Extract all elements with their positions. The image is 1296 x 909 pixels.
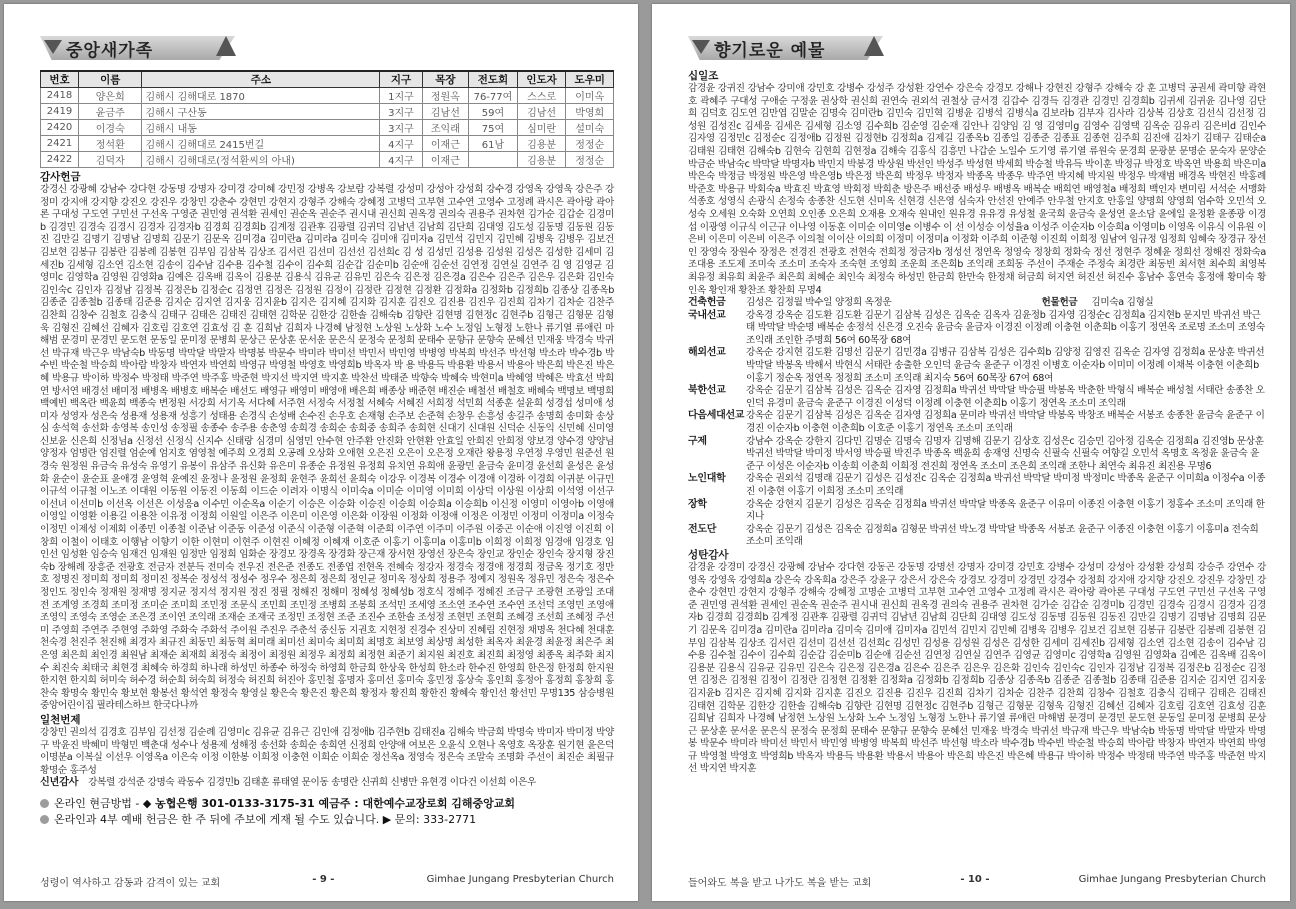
cell-helper: 정정순: [566, 136, 614, 152]
thanks-offering-names: 강경신 강광혜 강남수 강다현 강동명 강명자 강미경 강미혜 강민정 강병옥 강보람 강복렬 강성미 강성아 강성희 강수경 강영옥 강영욱 강은주 강정미 강지애 강지향 강진오 강진우 강창민 강춘수 강현민 강현지 강형주 강해숙 강혜정 고병덕 고부현 고수연 고영수 고정례 곽시은 곽아랑 곽아론 구대성 구도연 구민선 구선옥 구영준 권민영 권석환 권세인 권순옥 권순주 권시내 권신희 권옥경 권의숙 권용주 권차현 김가순 김갑순 김경미b 김경민 김경숙 김경시 김경자 김경자b 김경희 김경희b 김계정 김관후 김광렬 김귀덕 김남년 김남희 김단희 김대영 김도성 김동명 김동원 김동진 김만길 김명기 김명남 김명희 김문기 김문옥 김미경a 김미란a 김미라a 김미숙 김미애 김미자a 김민석 김민지 김민혜 김병욱 김병우 김보건 김보현 김봉규 김봉란 김봉례 김봉현 김부임 김삼복 김상조 김서린 김선미 김선선 김선희c 김 성 김성민 김성용 김성원 김성은 김성한 김세미 김세진b 김세형 김소연 김소현 김송이 김수남 김수용 김수철 김수이 김수희 김순갑 김순미b 김순애 김순선 김연정 김연실 김연주 김 영 김영균 김영미c 김영학a 김영원 김영화a 김예은 김옥배 김옥이 김용분 김용식 김유균 김유민 김은숙 김은정 김은경a 김은수 김은주 김은우 김은화 김인숙 김인숙c 김인자 김정남 김정복 김정은b 김정순c 김정연 김정은 김정원 김정이 김정란 김정현 김정환 김정화a 김정화b 김정희b 김종상 김종옥b 김종준 김종철b 김종태 김준용 김지순 김지연 김지웅 김지윤b 김지은 김지혜 김지화 김지훈 김진오 김진용 김진우 김진희 김차기 김차순 김찬주 김찬희 김창수 김철호 김충식 김태구 김태은 김태진 김태현 김학문 김한강 김한솔 김해숙b 김향란 김현명 김현정c 김현주b 김형근 김형문 김형욱 김형진 김혜선 김혜자 김호림 김호연 김효성 김 훈 김희남 김희자 나경혜 남정현 노상원 노상화 노수 노정임 노형정 노한나 류기열 류애린 마해범 문경미 문경민 문도현 문동일 문미정 문병희 문상근 문상훈 문서운 문은식 문정숙 문정희 문태수 문향규 문향숙 문혜선 민재웅 박경숙 박귀선 박규재 박근우 박남숙b 박동명 박막달 박말자 박명봉 박문수 박미라 박미선 박민서 박민영 박병영 박복희 박선주 박선형 박소라 박수경b 박수빈 박순철 박승희 박아람 박창자 박연자 박연희 박영규 박영철 박영호 박영희b 박옥자 박 용 박용득 박용환 박용서 박용아 박은희 박은진 박은혜 박용규 박이하 박정수 박정태 박주연 박주홍 박준현 박지선 박지연 박지훈 박찬선 박태준 박향숙 박혜숙 박현미a 박혜영 박혜은 박효선 박희연 방서연 배경선 배미정 배병옥 배병호 배복순 배선도 배영규 배영미 배영애 배은희 배종상 배준현 배진순 배철선 배철호 배혜숙 백명보 백명희 백예빈 백옥란 백윤희 백종숙 변정원 서강희 서기옥 서다혜 서주현 서정숙 서정철 서혜숙 서혜진 서희정 석민희 석종훈 설윤희 성경섭 성미애 성미자 성영자 성은숙 성용재 성용재 성흥기 성태용 손경식 손성배 손수진 손우호 손재형 손주보 손준혁 손창우 손흥성 송길주 송명희 송미화 송상심 송석혁 송선화 송영복 송인성 송정필 송종수 송주용 송춘영 송희경 송희순 송희중 송희주 송희현 신대기 신대원 신덕순 신동익 신민혜 신미영 신보윤 신은희 신정님a 신정선 신정식 신지수 신태랑 심경미 심영민 안수현 안주환 안진화 안현환 안효일 안희진 안희정 양보경 양수경 양양님 양정자 엄명란 엄진렬 엄순예 엄지호 염영철 예주희 오경희 오공례 오상화 오애현 오은진 오은이 오은정 오재란 왕용정 우연정 우영민 원준선 원경숙 원정원 유금숙 유성숙 유영기 유봉이 유삼주 유신화 유은미 유종순 유정원 유정희 유치연 유희애 윤광민 윤금숙 윤미경 윤선희 윤성은 윤성화 윤순이 윤순표 윤애경 윤영혁 윤예진 윤정나 윤정원 윤정희 윤현주 윤희선 윤희숙 이강우 이경복 이경수 이경애 이경하 이경희 이귀분 이규민 이규석 이규철 이노조 이대원 이동원 이동진 이동희 이드순 이려자 이명식 이미숙a 이미순 이미영 이미희 이상덕 이상원 이상희 이석영 이선구 이선녀 이선미b 이선옥 이선은 이성응a 이수민 이순옥a 이순기 이승은 이승화 이승진 이승희 이승희a 이승희b 이신정 이영미 이영아b 이영애 이영일 이영환 이용길 이용찬 이유정 이정희 이원일 이은주 이은미 이은영 이은화 이장원 이정화 이정애 이정은 이정민 이정미 이정미a 이정숙 이정민 이제성 이제회 이종민 이종철 이준남 이준동 이준성 이준식 이준형 이준혁 이준희 이주연 이주미 이주원 이중곤 이순애 이진영 이진희 이창희 이철이 이태호 이행남 이향기 이한 이현미 이현주 이현진 이혜정 이혜재 이호준 이홍기 이홍미a 이홍미b 이희정 이희정 임경애 임경호 임인선 임성환 임승숙 임재건 임재원 임정만 임정희 임화순 장경모 장경옥 장경화 장근재 장서현 장영선 장은숙 장인교 장인순 장인숙 장지형 장진숙b 장해례 장흥준 전광호 전금자 전분득 전미숙 전우진 전은준 전종도 전종엽 전현옥 전혜숙 정강자 정경숙 정경애 정경희 정금옥 정기호 정만호 정명진 정미희 정미희 정미진 정복순 정성석 정성수 정우수 정은희 정은희 정인균 정미옥 정상희 정용주 정예지 정원옥 정유민 정은숙 정은수 정인도 정인숙 정재원 정재명 정지균 정지석 정지원 정진 정필 정해진 정해미 정혜성 정혜성b 정호식 정혜주 정혜진 조금구 조광현 조광일 조대전 조계영 조경희 조미정 조미순 조미희 조민정 조문식 조민희 조민정 조병희 조봉희 조석민 조세영 조소연 조수연 조수연 조선덕 조영민 조영애 조영익 조영숙 조영순 조은경 조이연 조익래 조재순 조재국 조정민 조정현 조준 조진수 조한솔 조성정 조현민 조현희 조혜경 조선희 조혜정 주선미 주영희 주연주 주현영 주화영 주화숙 주화석 주이원 주진우 주춘석 중신동 지권호 지현정 진경수 진상미 진혜림 진현정 채명옥 천다혜 천대훈 천숙경 천진주 천진해 최경자 최규진 최동민 최동혁 최미래 최미선 최미숙 최미희 최명호 최보영 최상명 최성한 최옥자 최윤경 최윤정 최은주 최은영 최은희 최인경 최원남 최재순 최재희 최정숙 최정이 최정원 최정우 최정희 최정현 최준기 최지원 최진호 최진희 최정영 최종옥 최주화 최지수 최진숙 최태국 최현경 최혜숙 하경희 하나래 하성민 하종수 하정숙 하영희 한금희 한상욱 한성희 한소라 한수진 한영희 한은정 한정희 한지원 한지현 한지희 허미숙 허수경 허순희 허숙희 허정숙 허진희 허진아 홍민철 홍명자 홍미선 홍미숙 홍민정 홍상숙 홍인희 홍정아 홍정희 홍창희 홍찬숙 황명숙 황민숙 황보현 황봉선 황석연 황정숙 황영실 황은숙 황은진 황은희 황정자 황진희 황한진 황혜숙 황인선 황선민 무명135 삼승병원 중앙어린이집 필라테스하브 한국다나까: [40, 184, 614, 712]
offering-row: [688, 410, 1266, 435]
banner-triangle-left-icon: [44, 40, 62, 54]
building-offering-names: 김성은 김정월 박수일 양정희 옥정운: [746, 297, 892, 309]
offering-row: [688, 347, 1266, 385]
section-title: 중앙새가족: [66, 41, 154, 61]
offering-row-heading: 노인대학: [688, 473, 726, 485]
cell-mission: 61남: [469, 136, 518, 152]
banner-triangle-right-icon: [216, 36, 236, 56]
offering-row-names: 강옥경 강옥순 김도환 김도환 김문기 김삼복 김성은 김옥순 김옥자 김윤정b 김자영 김정순c 김정희a 김지현b 문지민 박귀선 박근태 박막달 박순명 배복순 송정석 신은경 오진숙 윤금숙 윤금자 이경진 이정례 이충현 이춘희b 이홍기 정연옥 조로명 조소미 조영숙 조익래 조인한 주명희 56여 60목장 68여: [746, 309, 1265, 346]
footer-slogan: 성령이 역사하고 감동과 감격이 있는 교회: [40, 878, 221, 889]
cell-name: 양은희: [79, 88, 142, 104]
offering-row: [688, 436, 1266, 474]
bank-account-info: ◆ 농협은행 301-0133-3175-31 예금주 : 대한예수교장로회 김해중앙교회: [142, 796, 516, 810]
offering-row: [688, 499, 1266, 524]
cell-guide: 김용분: [517, 136, 566, 152]
section-banner: [40, 34, 614, 62]
col-helper: 도우미: [566, 71, 614, 88]
offering-row-heading: 해외선교: [688, 347, 726, 359]
new-members-table: [40, 70, 614, 168]
col-name: 이름: [79, 71, 142, 88]
bulletin-page-left: [4, 4, 638, 901]
flower-offering-heading: 헌물헌금: [1041, 297, 1078, 309]
delay-notice: [40, 812, 614, 828]
building-offering-row: [688, 297, 1266, 310]
offering-row-heading: 구제: [688, 435, 707, 447]
banner-triangle-right-icon: [864, 36, 884, 56]
cell-helper: 박영희: [566, 104, 614, 120]
cell-address: 김해시 김해대로(정석환씨의 아내): [142, 152, 380, 168]
cell-mission: 76-77여: [469, 88, 518, 104]
daily-offering-heading: 일천번제: [40, 713, 81, 726]
cell-group: 이재근: [422, 136, 469, 152]
page-content: [688, 34, 1266, 873]
table-row: [41, 136, 614, 152]
page-footer: [40, 874, 614, 889]
table-row: [41, 104, 614, 120]
cell-guide: 스스로: [517, 88, 566, 104]
delay-notice-text: 온라인과 4부 예배 헌금은 한 주 뒤에 주보에 게재 될 수도 있습니다. ▶ 문의: 333-2771: [54, 812, 477, 826]
cell-mission: [469, 152, 518, 168]
cell-helper: 정정순: [566, 152, 614, 168]
cell-address: 김해시 김해대로 2415번길: [142, 136, 380, 152]
col-guide: 인도자: [517, 71, 566, 88]
cell-name: 정석환: [79, 136, 142, 152]
tithe-heading: 십일조: [688, 70, 719, 82]
page-footer: [688, 874, 1266, 889]
cell-helper: 설미숙: [566, 120, 614, 136]
cell-address: 김해시 김해대로 1870: [142, 88, 380, 104]
new-year-thanks-heading: 신년감사: [40, 777, 79, 789]
new-year-thanks-row: [40, 777, 614, 790]
offering-row-names: 강남수 강옥순 강한지 김다민 김명순 김명숙 김명자 김명해 김문기 김상호 김성은c 김승민 김아정 김옥순 김정희a 김진영b 문상훈 박귀선 박막달 박미정 박서영 박승필 박진주 박종옥 백윤희 송재영 신명숙 신필숙 신필숙 여향길 오민석 옥명호 옥정윤 윤금숙 윤준구 이성은 이순자b 이송희 이춘희 이희정 전진희 정연옥 조소미 조은희 조익래 조한나 최연숙 최유진 최진용 무명6: [746, 435, 1264, 472]
offering-row: [688, 473, 1266, 498]
cell-district: 3지구: [380, 120, 422, 136]
cell-number: 2419: [41, 104, 79, 120]
table-row: [41, 120, 614, 136]
tithe-names: 감경윤 강귀진 강남수 강미애 강민호 강병수 강성주 강성환 강연수 강은숙 강경모 강해나 강현진 강형주 강해숙 강 훈 고병덕 공권세 곽미향 곽현호 곽혜주 구대성 구애순 구정윤 권상학 권신희 권연숙 권외석 권철상 금서경 김갑수 김경득 김경관 김경민 김경희b 김귀세 김귀윤 김나영 김단희 김덕호 김도연 김만엽 김말순 김명숙 김미란b 김민숙 김민혁 김병윤 김병석 김병식a 김보라b 김부자 김사라 김상복 김상호 김선식 김선정 김성원 김성진c 김세응 김세은 김세형 김소영 김수희b 김순영 김순재 김안나 김양임 김 영 김영미g 김영수 김영택 김옥순 김유리 김은비d 김인수 김자영 김정민c 김정순c 김정애b 김정원 김정현b 김정희a 김제길 김종옥b 김종일 김종준 김종표 김종현 김주희 김진애 김차기 김태구 김태순a 김태원 김태현 김해숙b 김현숙 김현희 김현정a 김해숙 김홍식 김흥민 나갑순 노일수 도기영 류기열 류원숙 문경희 문광분 문명순 문숙자 문양순 박금순 박남숙c 박막달 박명자b 박민지 박봉경 박상원 박선인 박성주 박성현 박세희 박승철 박유득 박이훈 박정규 박정호 박옥연 박용희 박은미a 박은숙 박정금 박정원 박은영 박은영b 박은정 박은희 박정우 박정자 박종옥 박종우 박주연 박지혜 박지원 박정우 박재범 배경옥 박현진 박홍례 박준호 박용규 박회숙a 박효진 박효영 박회정 박희춘 방은주 배선중 배성우 배병옥 배복순 배희연 배영철a 배정희 백인자 변미림 서석순 서맹화 석종호 성영식 손광식 손정숙 송종찬 신도현 신미옥 신현경 신은영 심숙자 안선진 안예주 안우철 안지호 안홍일 양명희 양영희 엄수학 오민석 오성숙 오세원 오숙화 오연희 오인종 오은희 오재용 오재숙 원내인 원유경 유유경 유성철 윤국희 윤금숙 윤성연 윤소담 윤에일 윤정환 윤종광 이경섭 이광영 이규식 이근규 이나영 이동훈 이미순 이미영e 이병수 이 선 이성승 이성율a 이성주 이순자b 이승희a 이영미b 이영옥 이유식 이유원 이은비 이은미 이은비 이은주 이의철 이이산 이의희 이정미 이정미a 이정화 이주희 이준형 이진희 이희정 임남여 임규정 임정희 임혜숙 장경규 장선인 장영숙 장원수 장정은 전경진 전광호 전현숙 전희정 정금자b 정성선 정연옥 정영숙 정창희 정화숙 정선 정현주 정혜윤 정희선 정해진 정화숙a 조대용 조도제 조미숙 조소미 조숙자 조숙현 조영희 조운희 조은희b 조익래 조희동 주선이 주재순 주정숙 최경란 최동빈 최서현 최수희 최영복 최유정 최유희 최윤주 최은희 최혜순 최인숙 최정숙 하성민 한금희 한만숙 한정채 허금희 허지연 허진선 허진수 홍남수 홍연숙 홍정애 황미숙 황인옥 황인재 황찬조 황찬희 무명4: [688, 83, 1266, 296]
christmas-thanks-names: 감경윤 강경미 강경신 강광혜 강남수 강다현 강동곤 강동명 강명선 강명자 강미경 강민호 강병수 강성미 강성아 강성환 강성희 강승주 강연수 강영옥 강영욱 강영희a 강은숙 강옥희a 강은주 강윤구 강은서 강은숙 강경모 강경미 강경민 강경수 강정희 강지애 강지향 강진오 강진우 강창민 강춘수 강현민 강현지 강형주 강해숙 강혜정 고명순 고병덕 고부현 고수연 고영수 고정례 곽시은 곽아랑 곽아론 구대성 구도연 구민선 구선옥 구영준 권민영 권석환 권세인 권순옥 권순주 권시내 권신희 권옥경 권의숙 권용주 권차현 김가순 김갑순 김경미b 김경민 김경숙 김경시 김경자 김경자b 김경희 김경희b 김계정 김관후 김광렬 김귀덕 김남년 김남희 김단희 김대영 김도성 김동명 김동원 김동진 김만길 김명기 김명남 김명희 김문기 김문옥 김미경a 김미란a 김미라a 김미숙 김미애 김미자a 김민석 김민지 김민혜 김병욱 김병우 김보건 김보현 김봉규 김봉란 김봉례 김봉현 김부임 김삼복 김상조 김서린 김선미 김선선 김선희c 김성민 김성용 김성원 김성은 김성한 김세미 김세진b 김세형 김소연 김소현 김송이 김수남 김수용 김수철 김수이 김수희 김순갑 김순미b 김순애 김순선 김연정 김연실 김연주 김영균 김영미c 김영학a 김영원 김영화a 김예은 김옥배 김옥이 김용분 김용식 김유균 김유민 김은숙 김은정 김은경a 김은수 김은주 김은우 김은화 김인숙 김인숙c 김인자 김정남 김정복 김정은b 김정순c 김정연 김정은 김정원 김정이 김정란 김정현 김정환 김정화a 김정화b 김정희b 김종상 김종옥b 김종준 김종철b 김종태 김준용 김지순 김지연 김지웅 김지윤b 김지은 김지혜 김지화 김지훈 김진오 김진용 김진우 김진희 김차기 김차순 김찬주 김찬희 김창수 김철호 김충식 김태구 김태은 김태진 김태현 김학문 김한강 김한솔 김해숙b 김향란 김현명 김현정c 김현주b 김형근 김형문 김형욱 김형진 김혜선 김혜자 김호림 김호연 김효성 김훈 김희남 김희자 나경혜 남정현 노상원 노상화 노수 노정임 노형정 노한나 류기열 류애린 마해범 문경미 문경민 문도현 문동일 문미정 문병희 문상근 문상훈 문서운 문은식 문정숙 문정희 문태수 문향규 문향숙 문혜선 민재웅 박경숙 박귀선 박규재 박근우 박남숙b 박동명 박막달 박말자 박명봉 박문수 박미라 박미선 박민서 박민영 박병영 박복희 박선주 박선형 박소라 박수경b 박수빈 박순철 박승희 박아람 박창자 박연자 박연희 박영규 박영철 박영호 박영희b 박옥자 박용득 박용환 박용서 박용아 박은희 박은진 박은혜 박용규 박이하 박정수 박정태 박주연 박주홍 박준현 박지선 박지연 박지훈: [688, 561, 1266, 775]
offering-row-names: 강옥순 김문기 김삼복 김성은 김옥순 김자영 김정희a 박귀선 박막달 박승필 박봉옥 박춘한 박형식 배복순 배성철 서태란 송종찬 오인덕 유경미 윤금숙 윤준구 이경진 이성덕 이정례 이충현 이춘희b 이홍기 정연옥 조소미 조익래: [746, 385, 1265, 409]
offering-row: [688, 524, 1266, 549]
offering-row-names: 강옥순 강지현 김도환 김명선 김문기 김민경a 김병규 김삼복 김성은 김수희b 김양정 김영진 김옥순 김자영 김정희a 문상훈 박귀선 박막달 박봉옥 박해서 박현식 서태란 송출한 오인덕 윤금숙 윤준구 이경진 이병호 이순자b 이미미 이정례 이채복 이충현 이춘희b 이홍기 정순옥 정연옥 정정희 조소미 조익래 최지숙 56여 60목장 67여 68여: [746, 347, 1265, 384]
online-offering-label: 온라인 현금방법 -: [54, 796, 140, 810]
col-group: 목장: [422, 71, 469, 88]
footer-slogan: 들어와도 복을 받고 나가도 복을 받는 교회: [688, 878, 872, 889]
cell-district: 4지구: [380, 136, 422, 152]
cell-number: 2422: [41, 152, 79, 168]
christmas-thanks-heading: 성탄감사: [688, 548, 729, 561]
col-address: 주소: [142, 71, 380, 88]
cell-group: 조익래: [422, 120, 469, 136]
cell-number: 2418: [41, 88, 79, 104]
bullet-icon: [40, 799, 49, 808]
offering-row-names: 강옥순 권외석 김명래 김문기 김성은 김성진c 김옥순 김정희a 박귀선 박막달 박미정 박정미c 박종옥 윤준구 이미희a 이정수a 이종진 이충현 이홍기 이희정 조소미 조익래: [746, 473, 1266, 497]
offering-row-heading: 다음세대선교: [688, 410, 745, 422]
footer-church-name: Gimhae Jungang Presbyterian Church: [1078, 874, 1266, 885]
offering-row-names: 강옥순 김문기 김성은 김옥순 김정희a 김형문 박귀선 박노경 박막달 박종옥 서봉조 윤준구 이종진 이충현 이홍기 이홍미a 전숙희 조소미 조익래: [746, 523, 1259, 548]
flower-offering-names: 김미숙a 김형실: [1091, 297, 1154, 309]
new-year-thanks-names: 강복렬 강석준 강명숙 곽동수 김경민b 김태훈 류태열 문이동 송명란 신귀희 신병만 유현경 이다건 이선희 이은우: [88, 777, 536, 789]
daily-offering-names: 강창민 권의석 김경호 김부임 김선정 김순례 김영미c 김유균 김유근 김인애 김정애b 김주현b 김태진a 김해숙 박금희 박명숙 박미자 박미정 박양구 박윤진 박혜미 박형민 백춘대 성수나 성용제 성해정 송선화 송희순 송희연 신정희 안양애 여보은 오윤식 오현나 옥영호 옥장훈 원기현 윤은덕 이명분a 이복실 이선우 이영옥a 이은숙 이정 이한봉 이희정 이충현 이희순 이희순 정선옥a 정영숙 정은숙 조말숙 조명화 주선이 최진순 최필규 황명순 홍주성: [40, 726, 614, 776]
col-number: 번호: [41, 71, 79, 88]
section-title: 향기로운 예물: [714, 41, 826, 61]
table-header-row: [41, 71, 614, 88]
cell-helper: 이미옥: [566, 88, 614, 104]
banner-triangle-left-icon: [692, 40, 710, 54]
cell-mission: 59여: [469, 104, 518, 120]
cell-address: 김해시 내동: [142, 120, 380, 136]
table-row: [41, 152, 614, 168]
col-mission: 전도회: [469, 71, 518, 88]
bullet-icon: [40, 815, 49, 824]
offering-row-heading: 전도단: [688, 523, 717, 535]
cell-address: 김해시 구산동: [142, 104, 380, 120]
offering-row-heading: 국내선교: [688, 309, 726, 321]
offering-row-heading: 장학: [688, 498, 707, 510]
offering-row-heading: 북한선교: [688, 385, 726, 397]
cell-group: 정원옥: [422, 88, 469, 104]
cell-guide: 김용분: [517, 152, 566, 168]
page-number: - 10 -: [960, 874, 990, 885]
cell-district: 3지구: [380, 104, 422, 120]
thanks-offering-heading: 감사헌금: [40, 171, 81, 183]
offering-row: [688, 310, 1266, 348]
page-content: [40, 34, 614, 873]
cell-mission: 75여: [469, 120, 518, 136]
cell-guide: 심미란: [517, 120, 566, 136]
col-district: 지구: [380, 71, 422, 88]
offering-row: [688, 385, 1266, 410]
section-banner: [688, 34, 1266, 62]
cell-guide: 김남선: [517, 104, 566, 120]
table-row: [41, 88, 614, 104]
cell-name: 윤금주: [79, 104, 142, 120]
page-number: - 9 -: [312, 874, 335, 885]
online-offering-notice: [40, 796, 614, 812]
cell-district: 1지구: [380, 88, 422, 104]
bulletin-page-right: [652, 4, 1290, 901]
cell-group: 김남선: [422, 104, 469, 120]
footer-church-name: Gimhae Jungang Presbyterian Church: [426, 874, 614, 885]
cell-group: 이재근: [422, 152, 469, 168]
cell-number: 2420: [41, 120, 79, 136]
offering-row-names: 강옥순 김문기 김삼복 김성은 김옥순 김자영 김정희a 문미라 박귀선 박막달 박봉옥 박창조 배복순 서봉조 송종찬 윤금숙 윤준구 이경진 이순자b 이충현 이춘희b 이호준 이홍기 정연옥 조소미 조익래: [746, 410, 1265, 435]
cell-name: 김덕자: [79, 152, 142, 168]
cell-name: 이경숙: [79, 120, 142, 136]
offering-row-names: 강옥순 강현지 김문기 김성은 김옥순 김정희a 박귀선 박막달 박종옥 윤준구 이유미 이종진 이충현 이홍기 정홍수 조소미 조익래 한지나: [746, 498, 1265, 523]
building-offering-heading: 건축헌금: [688, 297, 726, 309]
notice-block: [40, 796, 614, 828]
cell-number: 2421: [41, 136, 79, 152]
cell-district: 4지구: [380, 152, 422, 168]
